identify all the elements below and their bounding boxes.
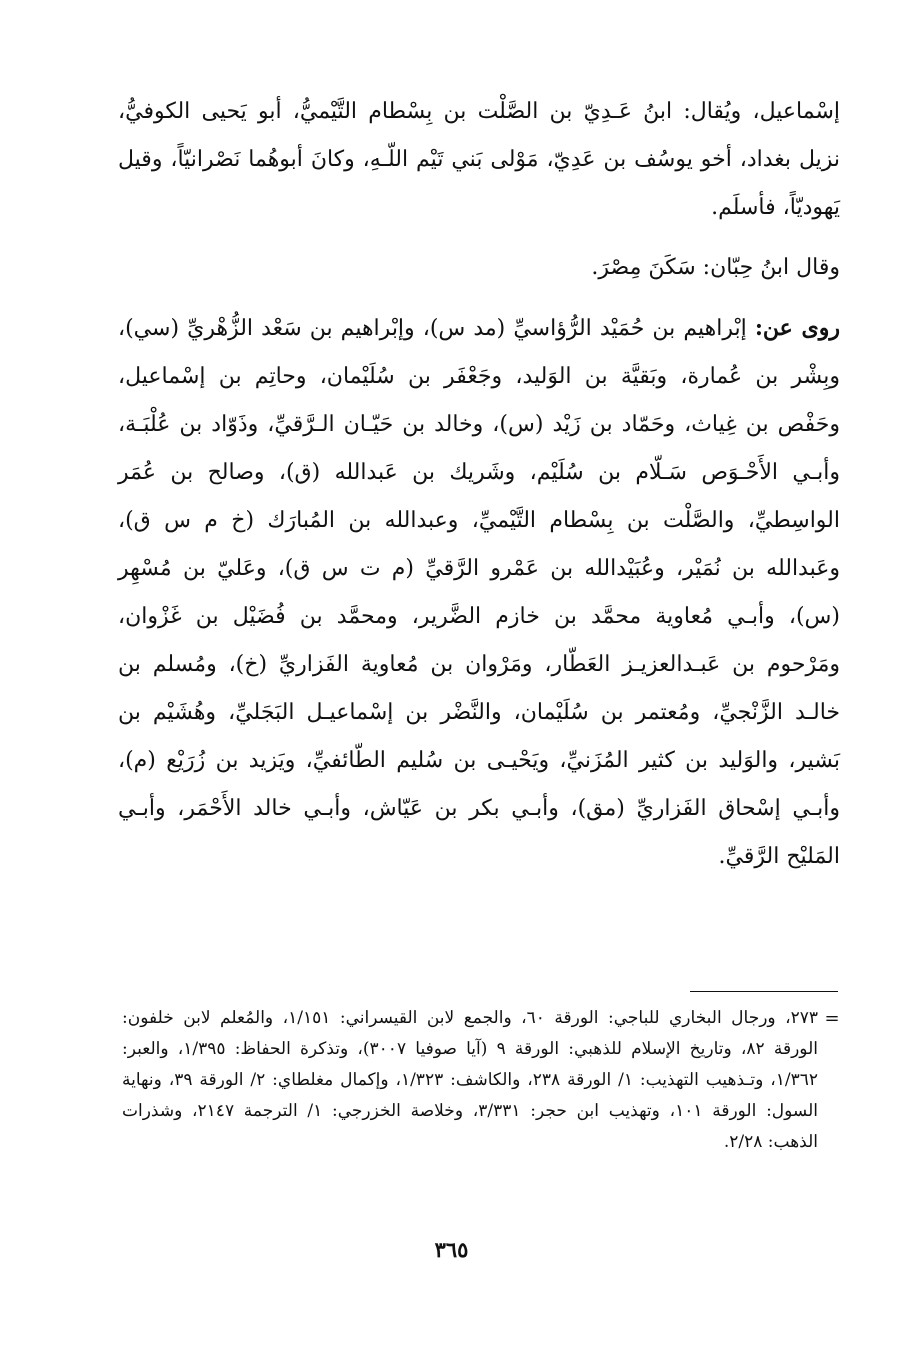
page-number: ٣٦٥ [434, 1237, 469, 1262]
narrators-heading: روى عن: [754, 315, 841, 341]
narrators-list: إبْراهيم بن حُمَيْد الرُّؤاسيِّ (مد س)، وإبْراهيم بن سَعْد الزُّهْريِّ (سي)، وبِشْر بن عُمارة، وبَقيَّة بن الوَليد، وجَعْفَر بن سُلَيْمان، وحاتِم بن إسْماعيل، وحَفْص بن غِياث، وحَمّاد بن زَيْد (س)، وخالد بن حَيّـان الـرَّقيِّ، وذَوّاد بن عُلْبَـة، وأبـي الأَحْـوَص سَـلّام بن سُلَيْم، وشَريك بن عَبدالله (ق)، وصالح بن عُمَر الواسِطيِّ، والصَّلْت بن بِسْطام التَّيْميِّ، وعبدالله بن المُبارَك (خ م س ق)، وعَبدالله بن نُمَيْر، وعُبَيْدالله بن عَمْرو الرَّقيِّ (م ت س ق)، وعَليّ بن مُسْهِر (س)، وأبـي مُعاوية محمَّد بن خازم الضَّرير، ومحمَّد بن فُضَيْل بن غَزْوان، ومَرْحوم بن عَبـدالعزيـز العَطّار، ومَرْوان بن مُعاوية الفَزاريِّ (خ)، ومُسلم بن خالـد الزَّنْجيِّ، ومُعتمر بن سُلَيْمان، والنَّضْر بن إسْماعيـل البَجَليِّ، وهُشَيْم بن بَشير، والوَليد بن كثير المُزَنيِّ، ويَحْيـى بن سُليم الطّائفيِّ، ويَزيد بن زُرَيْع (م)، وأبـي إسْحاق الفَزاريِّ (مق)، وأبـي بكر بن عَيّاش، وأبـي خالد الأَحْمَر، وأبـي المَليْح الرَّقيِّ. [118, 316, 840, 869]
footnote-continuation-marker: = [824, 1008, 840, 1029]
footnotes-block [122, 1003, 818, 1158]
footnote-text: ٢٧٣، ورجال البخاري للباجي: الورقة ٦٠، والجمع لابن القيسراني: ١/١٥١، والمُعلم لابن خلفون: الورقة ٨٢، وتاريخ الإسلام للذهبي: الورقة ٩ (آيا صوفيا ٣٠٠٧)، وتذكرة الحفاظ: ١/٣٩٥، والعبر: ١/٣٦٢، وتـذهيب التهذيب: ١/ الورقة ٢٣٨، والكاشف: ١/٣٢٣، وإكمال مغلطاي: ٢/ الورقة ٣٩، ونهاية السول: الورقة ١٠١، وتهذيب ابن حجر: ٣/٣٣١، وخلاصة الخزرجي: ١/ الترجمة ٢١٤٧، وشذرات الذهب: ٢/٢٨. [122, 1008, 819, 1152]
intro-paragraph: إسْماعيل، ويُقال: ابنُ عَـدِيّ بن الصَّلْت بن بِسْطام التَّيْميُّ، أبو يَحيى الكوفيُّ، نزيل بغداد، أخو يوسُف بن عَدِيّ، مَوْلى بَني تَيْم اللّـهِ، وكانَ أبوهُما نَصْرانيّاً، وقيل يَهوديّاً، فأسلَم. [118, 99, 840, 220]
main-text-block [118, 88, 840, 881]
narrators-paragraph [118, 304, 840, 881]
footnote-divider [690, 991, 838, 992]
ibn-hibban-paragraph: وقال ابنُ حِبّان: سَكَنَ مِصْرَ. [591, 255, 840, 280]
